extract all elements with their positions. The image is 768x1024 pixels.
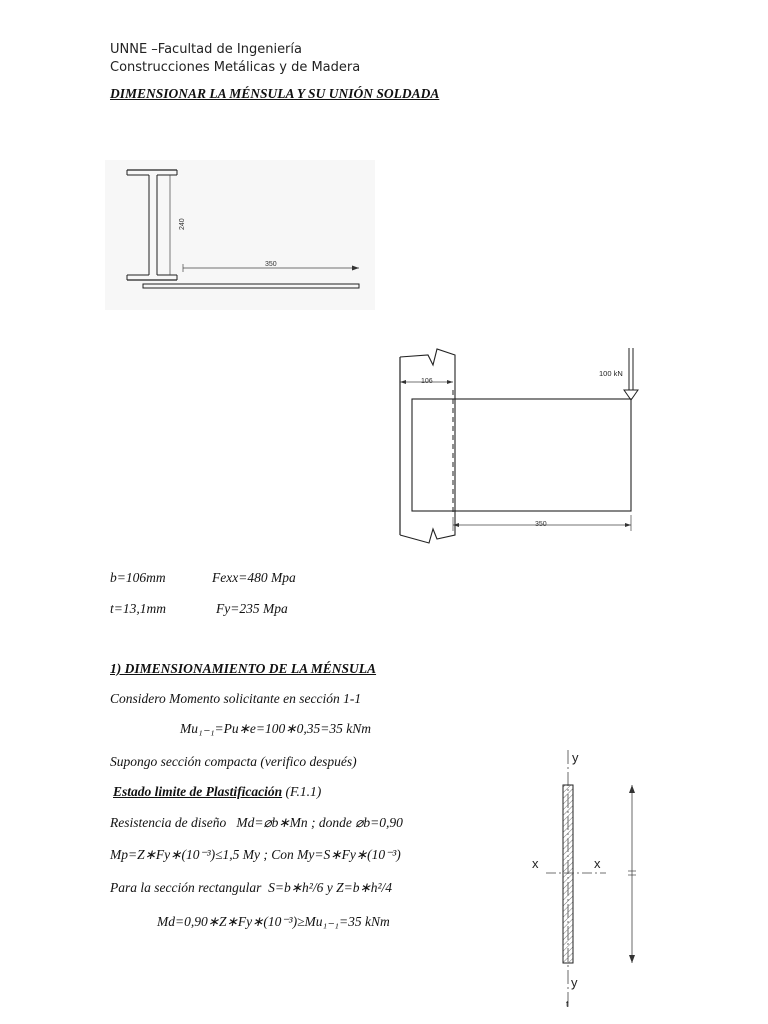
resist-label: Resistencia de diseño bbox=[110, 815, 227, 830]
equation-md: Md=0,90∗Z∗Fy∗(10⁻³)≥Mu₁₋₁=35 kNm bbox=[157, 914, 390, 929]
param-fy: Fy=235 Mpa bbox=[216, 601, 288, 616]
text-considero: Considero Momento solicitante en sección 1-1 bbox=[110, 691, 362, 706]
section-rectangle bbox=[563, 785, 573, 963]
estado-line bbox=[113, 784, 321, 800]
header-institution: UNNE –Facultad de Ingeniería bbox=[110, 42, 302, 57]
estado-limite-label: Estado limite de Plastificación bbox=[113, 784, 283, 799]
param-b: b=106mm bbox=[110, 570, 166, 585]
param-fexx: Fexx=480 Mpa bbox=[212, 570, 296, 585]
bracket-plate-plan bbox=[412, 399, 631, 511]
figure-cross-section bbox=[520, 745, 650, 1015]
dim-length-label: 350 bbox=[265, 261, 277, 268]
dim-b-label: 106 bbox=[421, 378, 433, 385]
load-label: 100 kN bbox=[599, 369, 623, 378]
header-course: Construcciones Metálicas y de Madera bbox=[110, 60, 361, 75]
my-eq: My=S∗Fy∗(10⁻³) bbox=[297, 847, 401, 862]
rect-label: Para la sección rectangular bbox=[110, 880, 262, 895]
resist-eq: Md=⌀b∗Mn bbox=[236, 815, 308, 830]
resist-donde: ; donde bbox=[311, 815, 352, 830]
rect-eq: S=b∗h²/6 y Z=b∗h²/4 bbox=[268, 880, 393, 895]
dim-length-label-2: 350 bbox=[535, 521, 547, 528]
param-t: t=13,1mm bbox=[110, 601, 166, 616]
axis-y-top: y bbox=[572, 750, 579, 765]
figure-beam-elevation bbox=[105, 160, 375, 310]
mp-con: ; Con bbox=[263, 847, 294, 862]
axis-x-right: x bbox=[594, 856, 601, 871]
mp-line bbox=[110, 847, 401, 863]
section-heading: 1) DIMENSIONAMIENTO DE LA MÉNSULA bbox=[110, 661, 377, 676]
resistencia-line bbox=[110, 815, 403, 831]
equation-mu: Mu₁₋₁=Pu∗e=100∗0,35=35 kNm bbox=[180, 721, 371, 736]
axis-x-left: x bbox=[532, 856, 539, 871]
rect-line bbox=[110, 880, 392, 896]
t-label: t bbox=[566, 999, 569, 1009]
axis-y-bottom: y bbox=[571, 975, 578, 990]
dim-height-label: 240 bbox=[179, 218, 186, 230]
figure-bracket-plan bbox=[393, 345, 653, 555]
text-supongo: Supongo sección compacta (verifico después) bbox=[110, 754, 357, 769]
resist-phi: ⌀b=0,90 bbox=[355, 815, 403, 830]
mp-eq: Mp=Z∗Fy∗(10⁻³)≤1,5 My bbox=[110, 847, 261, 862]
estado-limite-ref: (F.1.1) bbox=[285, 784, 322, 799]
page-title: DIMENSIONAR LA MÉNSULA Y SU UNIÓN SOLDADA bbox=[110, 86, 440, 101]
